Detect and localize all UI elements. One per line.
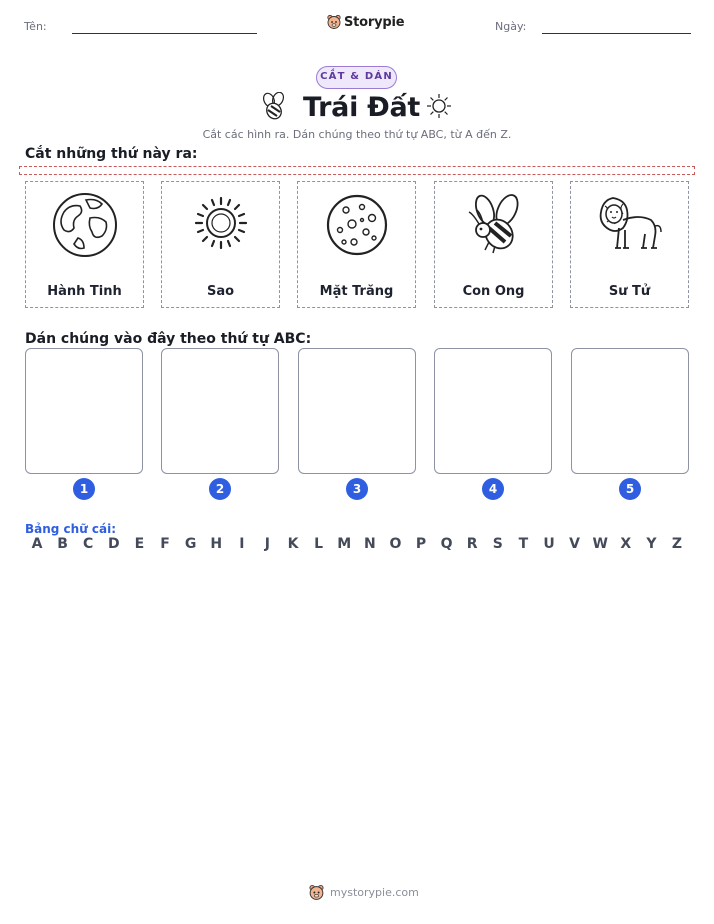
alphabet-letter: N	[363, 536, 376, 552]
alphabet-letter: Q	[440, 536, 453, 552]
cut-card-moon[interactable]	[297, 181, 416, 308]
cut-section-heading: Cắt những thứ này ra:	[25, 146, 198, 162]
alphabet-letter: O	[389, 536, 402, 552]
storypie-mascot-icon	[326, 14, 342, 30]
bee-icon	[259, 92, 289, 122]
alphabet-letter: W	[592, 536, 608, 552]
alphabet-letter: B	[57, 536, 68, 552]
cut-card-label: Hành Tinh	[47, 284, 122, 299]
alphabet-letter: V	[569, 536, 581, 552]
moon-icon	[322, 190, 392, 260]
cut-card-planet[interactable]	[25, 181, 144, 308]
alphabet-letter: H	[210, 536, 223, 552]
instructions: Cắt các hình ra. Dán chúng theo thứ tự ABC, từ A đến Z.	[202, 128, 512, 141]
alphabet-letter: R	[466, 536, 478, 552]
title-row	[0, 92, 714, 128]
page-title: Trái Đất	[303, 92, 420, 123]
alphabet-letter: J	[264, 536, 270, 552]
worksheet-header	[0, 14, 714, 44]
alphabet-letter: L	[314, 536, 324, 552]
alphabet-letter: T	[518, 536, 529, 552]
paste-box-5[interactable]	[571, 348, 689, 474]
position-number: 1	[73, 478, 95, 500]
sun-icon	[425, 92, 453, 120]
paste-box-3[interactable]	[298, 348, 416, 474]
paste-section-heading: Dán chúng vào đây theo thứ tự ABC:	[25, 331, 312, 347]
date-line	[542, 33, 691, 34]
planet-earth-icon	[50, 190, 120, 260]
cut-card-label: Sư Tử	[608, 284, 651, 299]
position-number: 2	[209, 478, 231, 500]
alphabet-letter: F	[160, 536, 170, 552]
alphabet-row	[25, 536, 693, 556]
alphabet-letter: X	[620, 536, 632, 552]
sun-icon	[186, 190, 256, 260]
date-label: Ngày:	[495, 20, 527, 33]
name-line	[72, 33, 257, 34]
alphabet-letter: Z	[671, 536, 683, 552]
cut-card-label: Con Ong	[462, 284, 525, 299]
name-label: Tên:	[24, 20, 47, 33]
paste-box-4[interactable]	[434, 348, 552, 474]
cut-card-star[interactable]	[161, 181, 280, 308]
alphabet-letter: E	[134, 536, 145, 552]
bee-icon	[459, 190, 529, 260]
alphabet-letter: D	[107, 536, 120, 552]
cut-card-bee[interactable]	[434, 181, 553, 308]
alphabet-letter: K	[287, 536, 299, 552]
activity-badge: CẮT & DÁN	[316, 66, 397, 89]
lion-icon	[595, 190, 665, 260]
position-number: 3	[346, 478, 368, 500]
storypie-mascot-icon	[308, 884, 325, 901]
brand-name: Storypie	[344, 14, 405, 30]
alphabet-letter: G	[184, 536, 197, 552]
alphabet-title: Bảng chữ cái:	[25, 522, 117, 536]
cut-card-label: Sao	[206, 284, 235, 299]
cut-guide-line	[19, 166, 695, 175]
cut-card-lion[interactable]	[570, 181, 689, 308]
alphabet-letter: C	[83, 536, 94, 552]
alphabet-letter: A	[31, 536, 43, 552]
footer	[308, 884, 419, 901]
brand-logo	[326, 14, 404, 30]
paste-box-1[interactable]	[25, 348, 143, 474]
paste-box-2[interactable]	[161, 348, 279, 474]
alphabet-letter: S	[492, 536, 503, 552]
alphabet-letter: M	[337, 536, 352, 552]
footer-url: mystorypie.com	[330, 886, 419, 899]
position-number: 4	[482, 478, 504, 500]
alphabet-letter: P	[415, 536, 427, 552]
alphabet-letter: I	[239, 536, 245, 552]
cut-card-label: Mặt Trăng	[319, 284, 394, 299]
position-number: 5	[619, 478, 641, 500]
alphabet-letter: U	[543, 536, 555, 552]
alphabet-letter: Y	[646, 536, 657, 552]
